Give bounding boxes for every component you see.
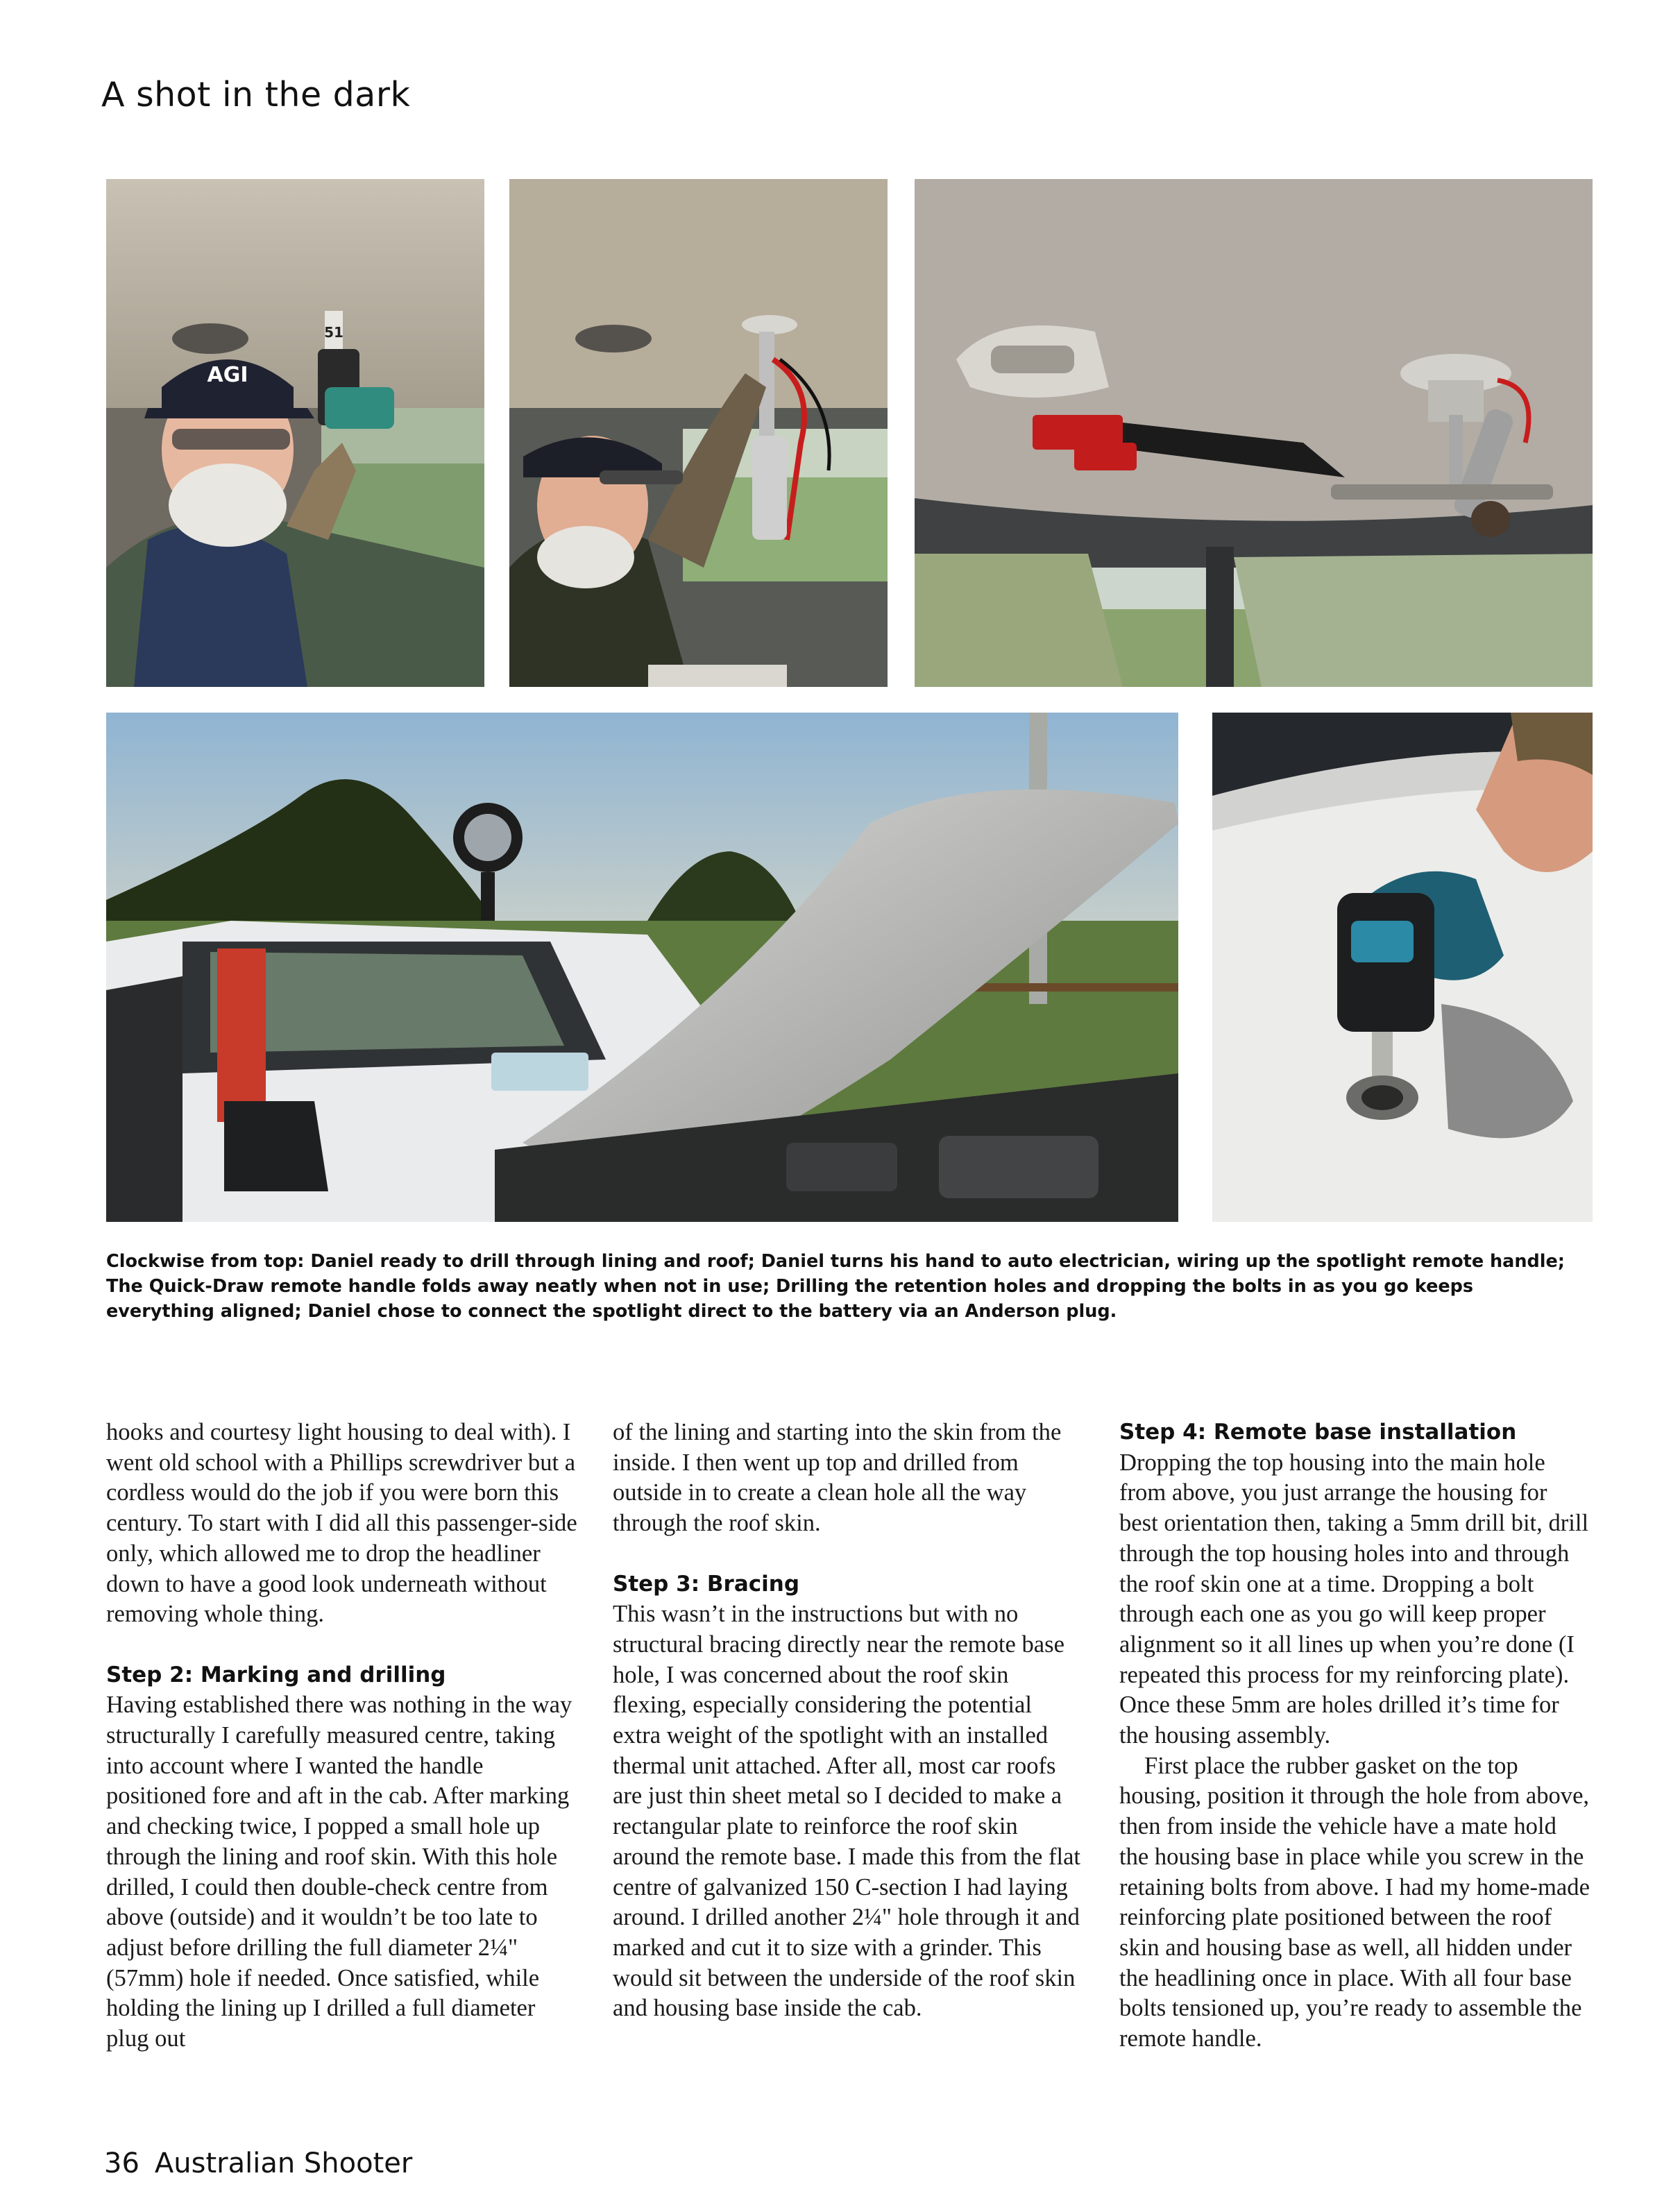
publication-name: Australian Shooter (154, 2147, 413, 2179)
cap-logo-text: AGI (207, 363, 248, 387)
hole-saw-label: 51 (324, 324, 343, 341)
page-number: 36 (104, 2147, 139, 2179)
photo-drilling-roof (1212, 713, 1593, 1222)
paragraph: Dropping the top housing into the main hole from above, you just arrange the housing for best orientation then, taking a 5mm drill bit, drill through the top housing holes into and through the roof skin one at a time. Dropping a bolt through each one as you go will keep proper alignment so it all lines up when you’re done (I repeated this process for my reinforcing plate). Once these 5mm are holes drilled it’s time for the housing assembly. (1119, 1449, 1589, 1749)
photo-drilling-lining (106, 179, 484, 687)
article-column-3 (1119, 1418, 1591, 2054)
page-folio (104, 2147, 412, 2179)
paragraph: Having established there was nothing in the way structurally I carefully measured centre, taking into account where I wanted the handle positioned fore and aft in the cab. After marking and checking twice, I popped a small hole up through the lining and roof skin. With this hole drilled, I could then double-check centre from above (outside) and it wouldn’t be too late to adjust before drilling the full diameter 2¼" (57mm) hole if needed. Once satisfied, while holding the lining up I drilled a full diameter plug out (106, 1692, 572, 2052)
article-column-2 (613, 1418, 1085, 2024)
photo-caption: Clockwise from top: Daniel ready to drill through lining and roof; Daniel turns his hand to auto electrician, wiring up the spotlight remote handle; The Quick-Draw remote handle folds away neatly when not in use; Drilling the retention holes and dropping the bolts in as you go keeps everything aligned; Daniel chose to connect the spotlight direct to the battery via an Anderson plug. (106, 1251, 1566, 1322)
subheading-step-3: Step 3: Bracing (613, 1571, 800, 1597)
section-kicker: A shot in the dark (101, 75, 411, 114)
photo-folded-handle (915, 179, 1593, 687)
subheading-step-4: Step 4: Remote base installation (1119, 1420, 1517, 1445)
paragraph: hooks and courtesy light housing to deal with). I went old school with a Phillips screwdriver but a cordless would do the job if you were born this century. To start with I did all this passenger-side only, which allowed me to drop the headliner down to have a good look underneath without removing whole thing. (106, 1419, 577, 1628)
paragraph: of the lining and starting into the skin from the inside. I then went up top and drilled from outside in to create a clean hole all the way through the roof skin. (613, 1419, 1062, 1537)
photo-vehicle-bonnet (106, 713, 1178, 1222)
photo-wiring-handle (509, 179, 888, 687)
article-column-1 (106, 1418, 578, 2054)
paragraph: This wasn’t in the instructions but with no structural bracing directly near the remote base hole, I was concerned about the roof skin flexing, especially considering the potential extra weight of the spotlight with an installed thermal unit attached. After all, most car roofs are just thin sheet metal so I decided to make a rectangular plate to reinforce the roof skin around the remote base. I made this from the flat centre of galvanized 150 C-section I had laying around. I drilled another 2¼" hole through it and marked and cut it to size with a grinder. This would sit between the underside of the roof skin and housing base inside the cab. (613, 1601, 1081, 2022)
subheading-step-2: Step 2: Marking and drilling (106, 1662, 446, 1687)
paragraph: First place the rubber gasket on the top housing, position it through the hole from above, then from inside the vehicle have a mate hold the housing base in place while you screw in the retaining bolts from above. I had my home-made reinforcing plate positioned between the roof skin and housing base as well, all hidden under the headlining once in place. With all four base bolts tensioned up, you’re ready to assemble the remote handle. (1119, 1752, 1590, 2052)
